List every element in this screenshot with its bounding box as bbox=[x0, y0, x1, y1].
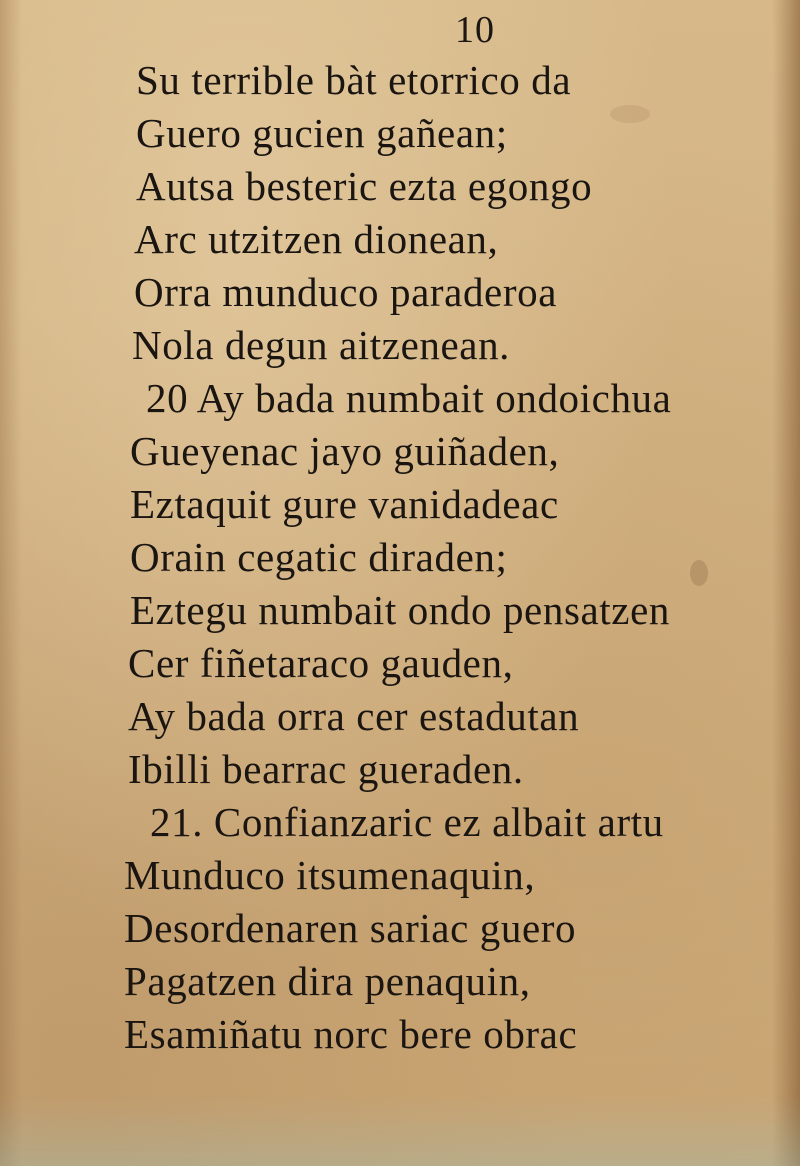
verse-line: Gueyenac jayo guiñaden, bbox=[130, 428, 560, 474]
verse-line: Pagatzen dira penaquin, bbox=[124, 958, 531, 1004]
verse-line: Guero gucien gañean; bbox=[136, 110, 508, 156]
stanza-start-line: 21. Confianzaric ez albait artu bbox=[150, 799, 664, 845]
page-left-edge-shadow bbox=[0, 0, 22, 1166]
verse-line: Ibilli bearrac gueraden. bbox=[128, 746, 524, 792]
paper-stain bbox=[610, 105, 650, 123]
verse-line: Nola degun aitzenean. bbox=[132, 322, 511, 368]
stanza-start-line: 20 Ay bada numbait ondoichua bbox=[146, 375, 672, 421]
verse-line: Desordenaren sariac guero bbox=[124, 905, 577, 951]
verse-line: Eztegu numbait ondo pensatzen bbox=[130, 587, 670, 633]
verse-line: Ay bada orra cer estadutan bbox=[128, 693, 580, 739]
verse-line: Munduco itsumenaquin, bbox=[124, 852, 536, 898]
verse-line: Eztaquit gure vanidadeac bbox=[130, 481, 559, 527]
verse-line: Cer fiñetaraco gauden, bbox=[128, 640, 514, 686]
verse-line: Arc utzitzen dionean, bbox=[134, 216, 499, 262]
verse-line: Autsa besteric ezta egongo bbox=[136, 163, 593, 209]
verse-line: Orra munduco paraderoa bbox=[134, 269, 557, 315]
verse-line: Orain cegatic diraden; bbox=[130, 534, 508, 580]
page-bottom-edge-tint bbox=[0, 1096, 800, 1166]
verse-line: Su terrible bàt etorrico da bbox=[136, 57, 572, 103]
paper-stain bbox=[690, 560, 708, 586]
verse-line: Esamiñatu norc bere obrac bbox=[124, 1011, 578, 1057]
page-right-edge-shadow bbox=[772, 0, 800, 1166]
page-number: 10 bbox=[455, 9, 495, 51]
